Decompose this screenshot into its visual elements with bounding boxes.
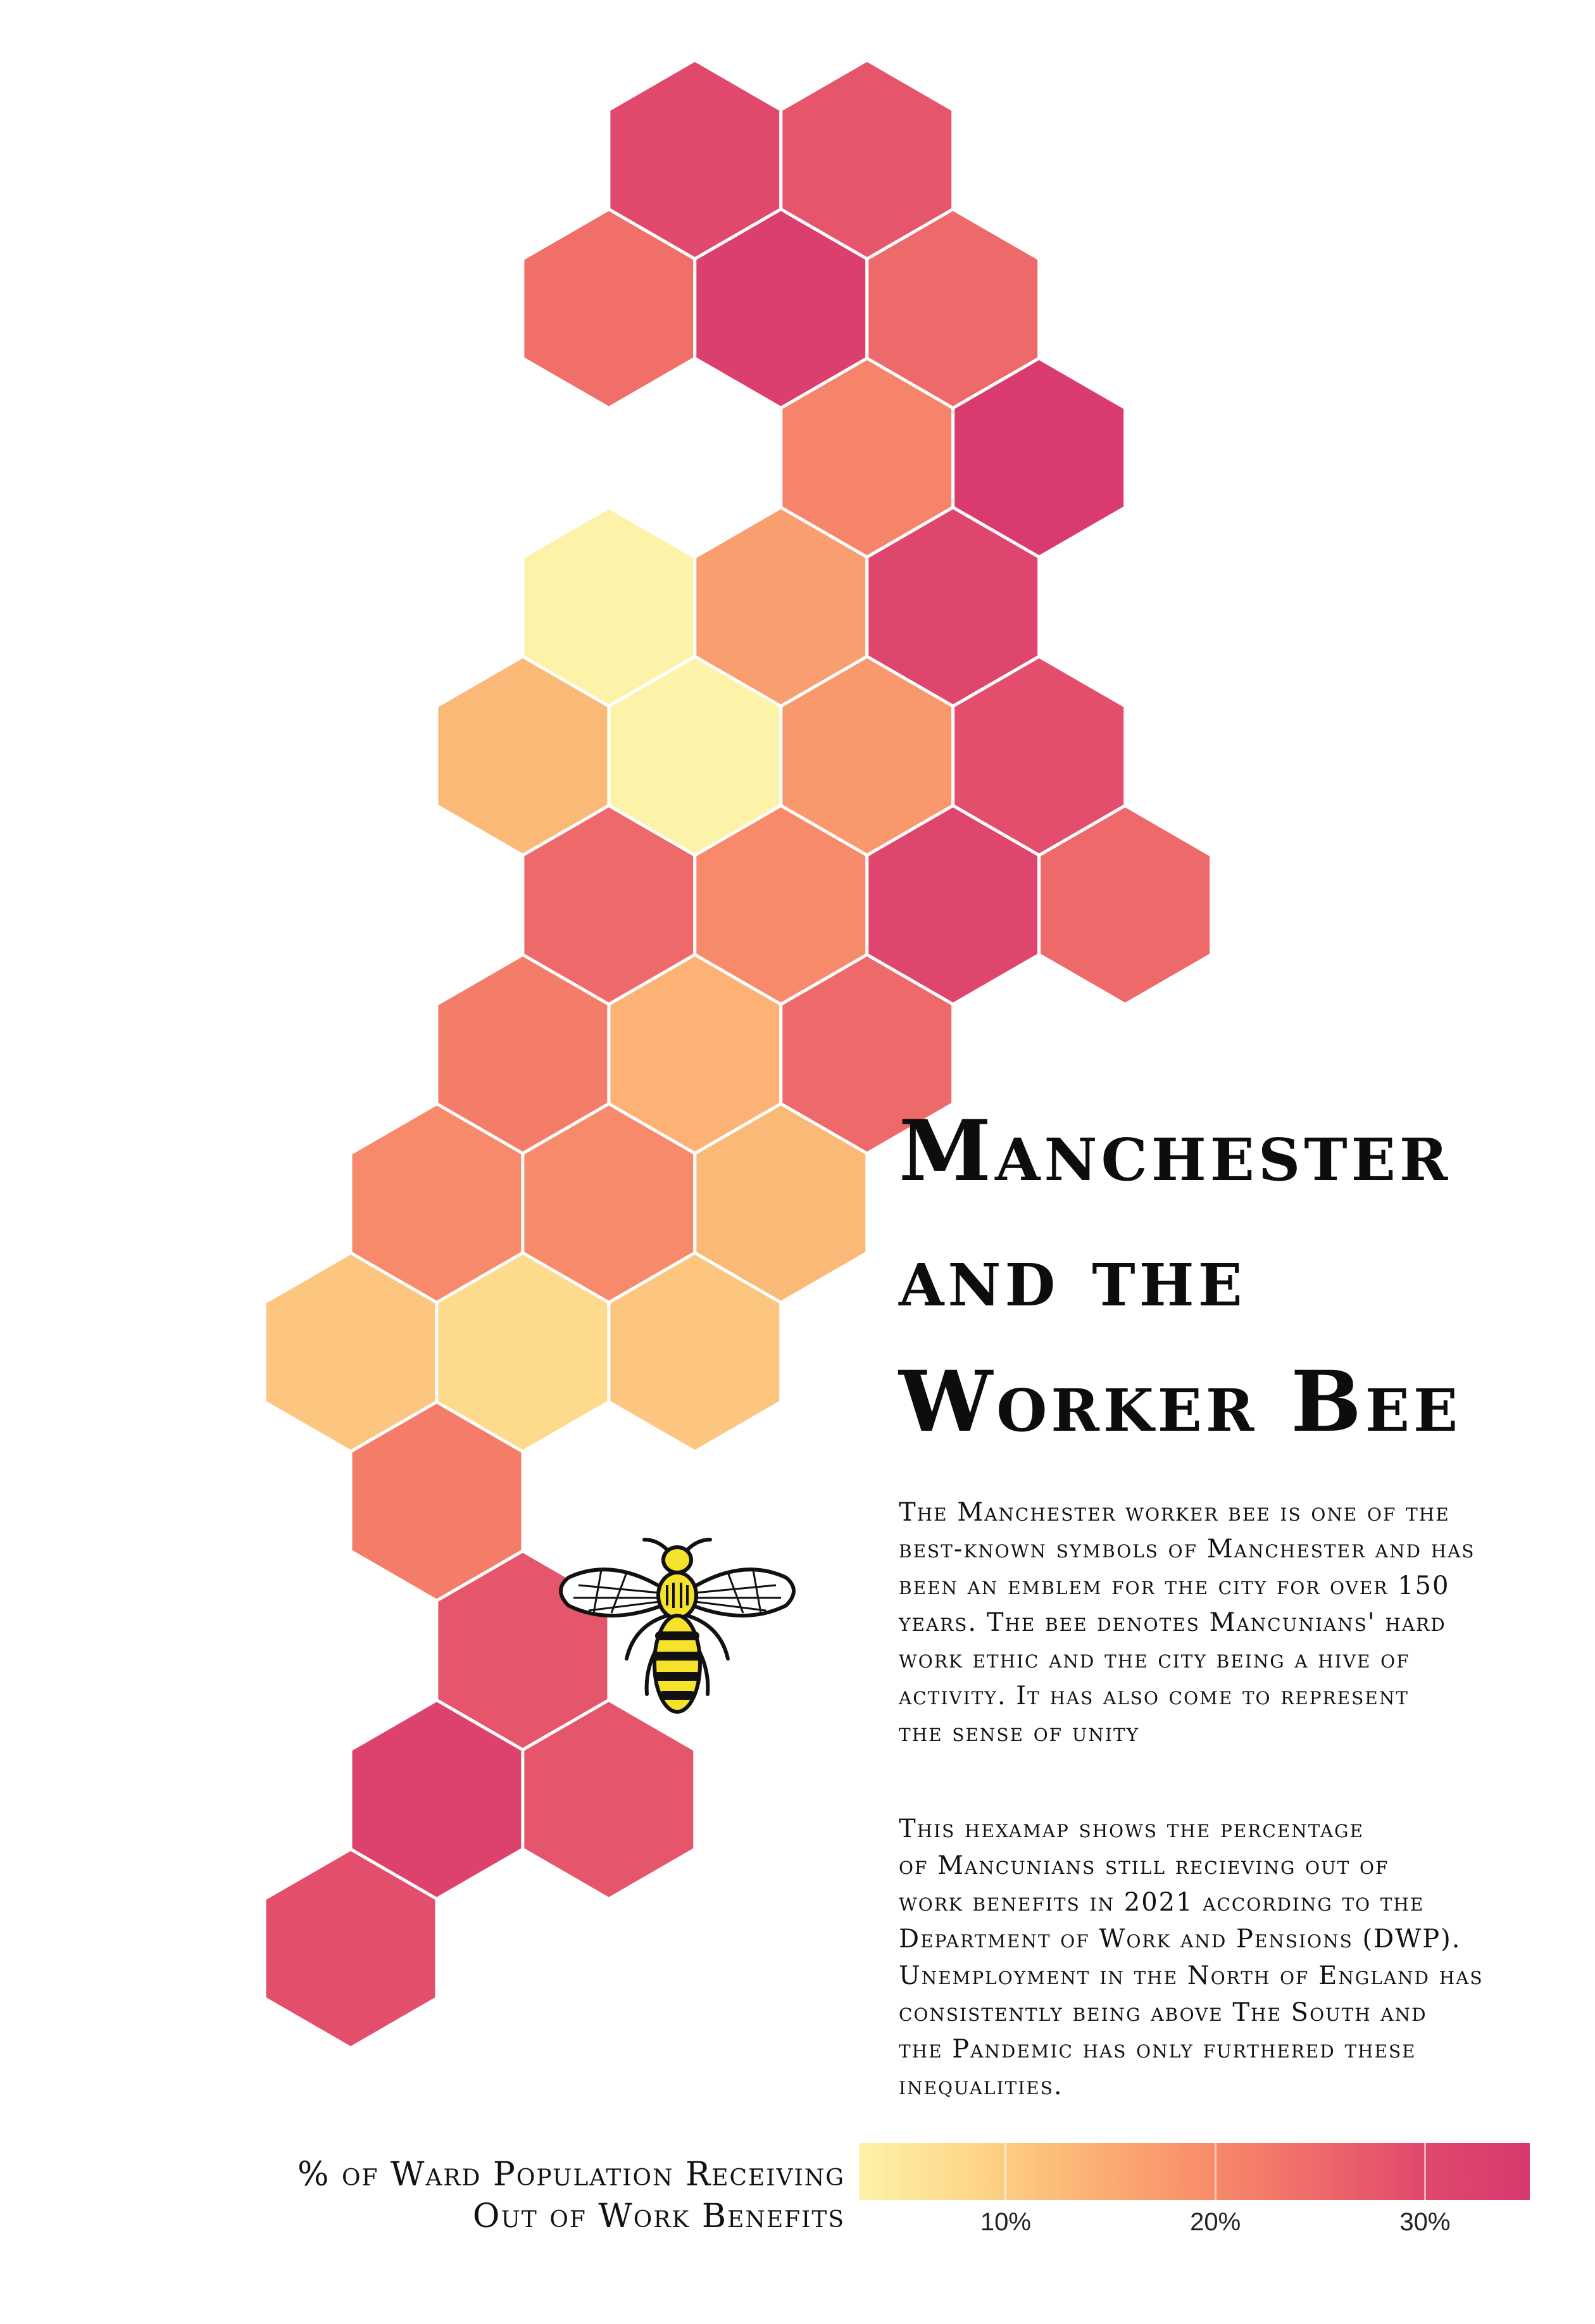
- description-line: work ethic and the city being a hive of: [899, 1645, 1410, 1674]
- description-line: work benefits in 2021 according to the: [899, 1888, 1425, 1917]
- title-line-2: and the: [899, 1228, 1246, 1326]
- legend-title: [95, 2154, 845, 2237]
- description-line: consistently being above The South and: [899, 1998, 1427, 2027]
- description-line: activity. It has also come to represent: [899, 1681, 1409, 1711]
- description-line: The Manchester worker bee is one of the: [899, 1498, 1450, 1527]
- description-line: been an emblem for the city for over 150: [899, 1571, 1450, 1600]
- page-title: [899, 1089, 1570, 1465]
- description-line: years. The bee denotes Mancunians' hard: [899, 1608, 1446, 1637]
- legend-tick-label: 20%: [1190, 2208, 1241, 2236]
- legend-tick: [1004, 2143, 1006, 2200]
- description-line: This hexamap shows the percentage: [899, 1814, 1364, 1843]
- description-line: of Mancunians still recieving out of: [899, 1851, 1389, 1880]
- title-line-1: Manchester: [899, 1102, 1452, 1200]
- legend-tick-label: 10%: [980, 2208, 1031, 2236]
- description-line: the Pandemic has only furthered these: [899, 2035, 1417, 2064]
- description-paragraph-2: [899, 1811, 1570, 2104]
- description-line: the sense of unity: [899, 1718, 1140, 1747]
- legend-color-bar: [859, 2143, 1530, 2200]
- legend-tick: [1424, 2143, 1426, 2200]
- legend-tick: [1215, 2143, 1217, 2200]
- legend-title-line-2: Out of Work Benefits: [472, 2197, 845, 2235]
- description-line: Department of Work and Pensions (DWP).: [899, 1925, 1461, 1954]
- legend-tick-label: 30%: [1399, 2208, 1451, 2236]
- description-line: inequalities.: [899, 2071, 1063, 2101]
- legend-title-line-1: % of Ward Population Receiving: [297, 2156, 845, 2194]
- description-paragraph-1: [899, 1494, 1570, 1751]
- description-line: Unemployment in the North of England has: [899, 1961, 1484, 1990]
- title-line-3: Worker Bee: [899, 1353, 1462, 1451]
- worker-bee-icon: [551, 1532, 804, 1735]
- description-line: best-known symbols of Manchester and has: [899, 1535, 1475, 1564]
